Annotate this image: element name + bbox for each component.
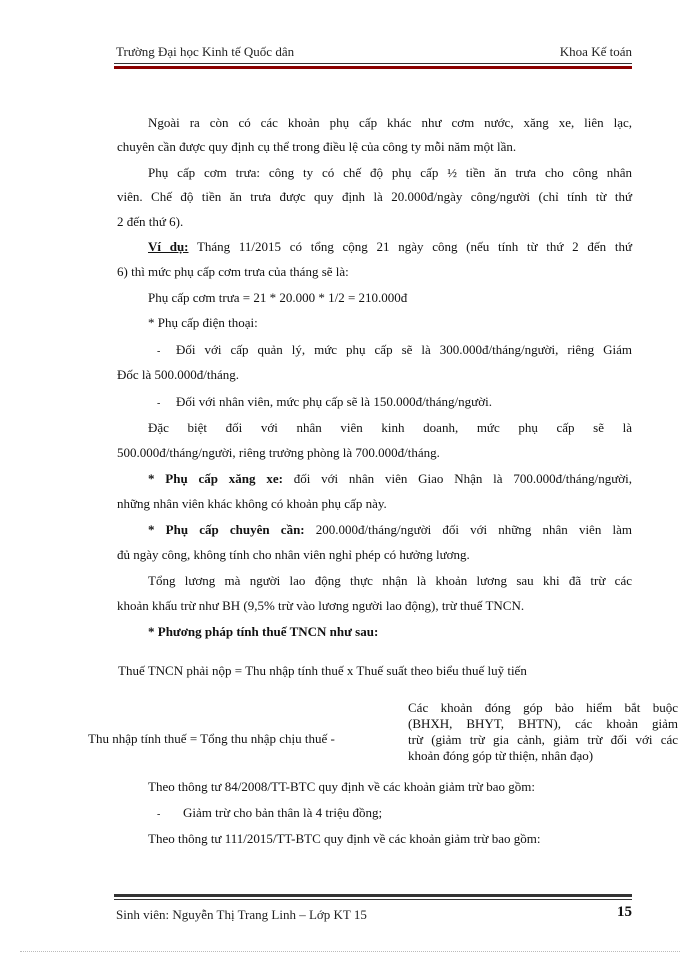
para-10-line-2: đủ ngày công, không tính cho nhân viên nghỉ phép có hưởng lương. bbox=[117, 547, 470, 562]
para-3-line-2: 6) thì mức phụ cấp cơm trưa của tháng sẽ là: bbox=[117, 264, 349, 279]
phone-allowance-heading: * Phụ cấp điện thoại: bbox=[148, 315, 258, 330]
deductions-line-1: Các khoản đóng góp bảo hiểm bắt buộc bbox=[408, 700, 678, 715]
dash-marker: - bbox=[157, 346, 161, 357]
para-13: Theo thông tư 84/2008/TT-BTC quy định về các khoản giảm trừ bao gồm: bbox=[148, 779, 535, 794]
header-faculty: Khoa Kế toán bbox=[559, 44, 632, 59]
para-1-line-1: Ngoài ra còn có các khoản phụ cấp khác như cơm nước, xăng xe, liên lạc, bbox=[148, 115, 632, 130]
attendance-allowance-label: * Phụ cấp chuyên cần: bbox=[148, 522, 305, 537]
taxable-income-formula-left: Thu nhập tính thuế = Tổng thu nhập chịu thuế - bbox=[88, 731, 335, 746]
tax-method-heading: * Phương pháp tính thuế TNCN như sau: bbox=[148, 624, 379, 639]
para-11-line-2: khoản khấu trừ như BH (9,5% trừ vào lương người lao động), trừ thuế TNCN. bbox=[117, 598, 525, 613]
para-1-line-2: chuyên cần được quy định cụ thể trong điều lệ của công ty mỗi năm một lần. bbox=[117, 139, 517, 154]
tax-formula: Thuế TNCN phải nộp = Thu nhập tính thuế x Thuế suất theo biểu thuế luỹ tiến bbox=[118, 663, 527, 678]
fuel-allowance-label: * Phụ cấp xăng xe: bbox=[148, 471, 283, 486]
para-2-line-1: Phụ cấp cơm trưa: công ty có chế độ phụ cấp ½ tiền ăn trưa cho công nhân bbox=[148, 165, 632, 180]
para-7: Đối với nhân viên, mức phụ cấp sẽ là 150.000đ/tháng/người. bbox=[176, 394, 492, 409]
para-9-line-1: * Phụ cấp xăng xe: đối với nhân viên Giao Nhận là 700.000đ/tháng/người, bbox=[148, 471, 632, 486]
para-6-line-2: Đốc là 500.000đ/tháng. bbox=[117, 367, 240, 382]
example-label: Ví dụ: bbox=[148, 239, 189, 254]
dash-marker: - bbox=[157, 809, 161, 820]
footer-rule-thin bbox=[114, 899, 632, 900]
deductions-line-2: (BHXH, BHYT, BHTN), các khoản giảm bbox=[408, 716, 678, 731]
deductions-line-3: trừ (giảm trừ gia cảnh, giảm trừ đối với các bbox=[408, 732, 678, 747]
para-11-line-1: Tổng lương mà người lao động thực nhận là khoản lương sau khi đã trừ các bbox=[148, 573, 632, 588]
para-10-line-1: * Phụ cấp chuyên cần: 200.000đ/tháng/người đối với những nhân viên làm bbox=[148, 522, 632, 537]
para-2-line-2: viên. Chế độ tiền ăn trưa được quy định là 20.000đ/ngày công/người (chỉ tính từ thứ bbox=[117, 189, 632, 204]
para-15: Theo thông tư 111/2015/TT-BTC quy định về các khoản giảm trừ bao gồm: bbox=[148, 831, 541, 846]
lunch-formula: Phụ cấp cơm trưa = 21 * 20.000 * 1/2 = 210.000đ bbox=[148, 290, 408, 305]
page-edge-dotted-line bbox=[20, 951, 680, 952]
para-2-line-3: 2 đến thứ 6). bbox=[117, 214, 184, 229]
footer-student: Sinh viên: Nguyễn Thị Trang Linh – Lớp KT 15 bbox=[116, 907, 367, 922]
para-8-line-1: Đặc biệt đối với nhân viên kinh doanh, mức phụ cấp sẽ là bbox=[148, 420, 632, 435]
page-number: 15 bbox=[617, 904, 632, 920]
footer-rule-thick bbox=[114, 894, 632, 897]
header-rule-thin bbox=[114, 63, 632, 64]
para-6-line-1: Đối với cấp quản lý, mức phụ cấp sẽ là 300.000đ/tháng/người, riêng Giám bbox=[176, 342, 632, 357]
para-9-line-2: những nhân viên khác không có khoản phụ cấp này. bbox=[117, 496, 387, 511]
para-8-line-2: 500.000đ/tháng/người, riêng trưởng phòng là 700.000đ/tháng. bbox=[117, 445, 440, 460]
para-14: Giảm trừ cho bản thân là 4 triệu đồng; bbox=[183, 805, 383, 820]
deductions-line-4: khoản đóng góp từ thiện, nhân đạo) bbox=[408, 748, 594, 763]
header-rule-thick bbox=[114, 66, 632, 69]
dash-marker: - bbox=[157, 398, 161, 409]
deductions-box bbox=[408, 700, 678, 764]
header-school: Trường Đại học Kinh tế Quốc dân bbox=[116, 44, 295, 59]
para-3-line-1: Ví dụ: Tháng 11/2015 có tổng cộng 21 ngày công (nếu tính từ thứ 2 đến thứ bbox=[148, 239, 632, 254]
